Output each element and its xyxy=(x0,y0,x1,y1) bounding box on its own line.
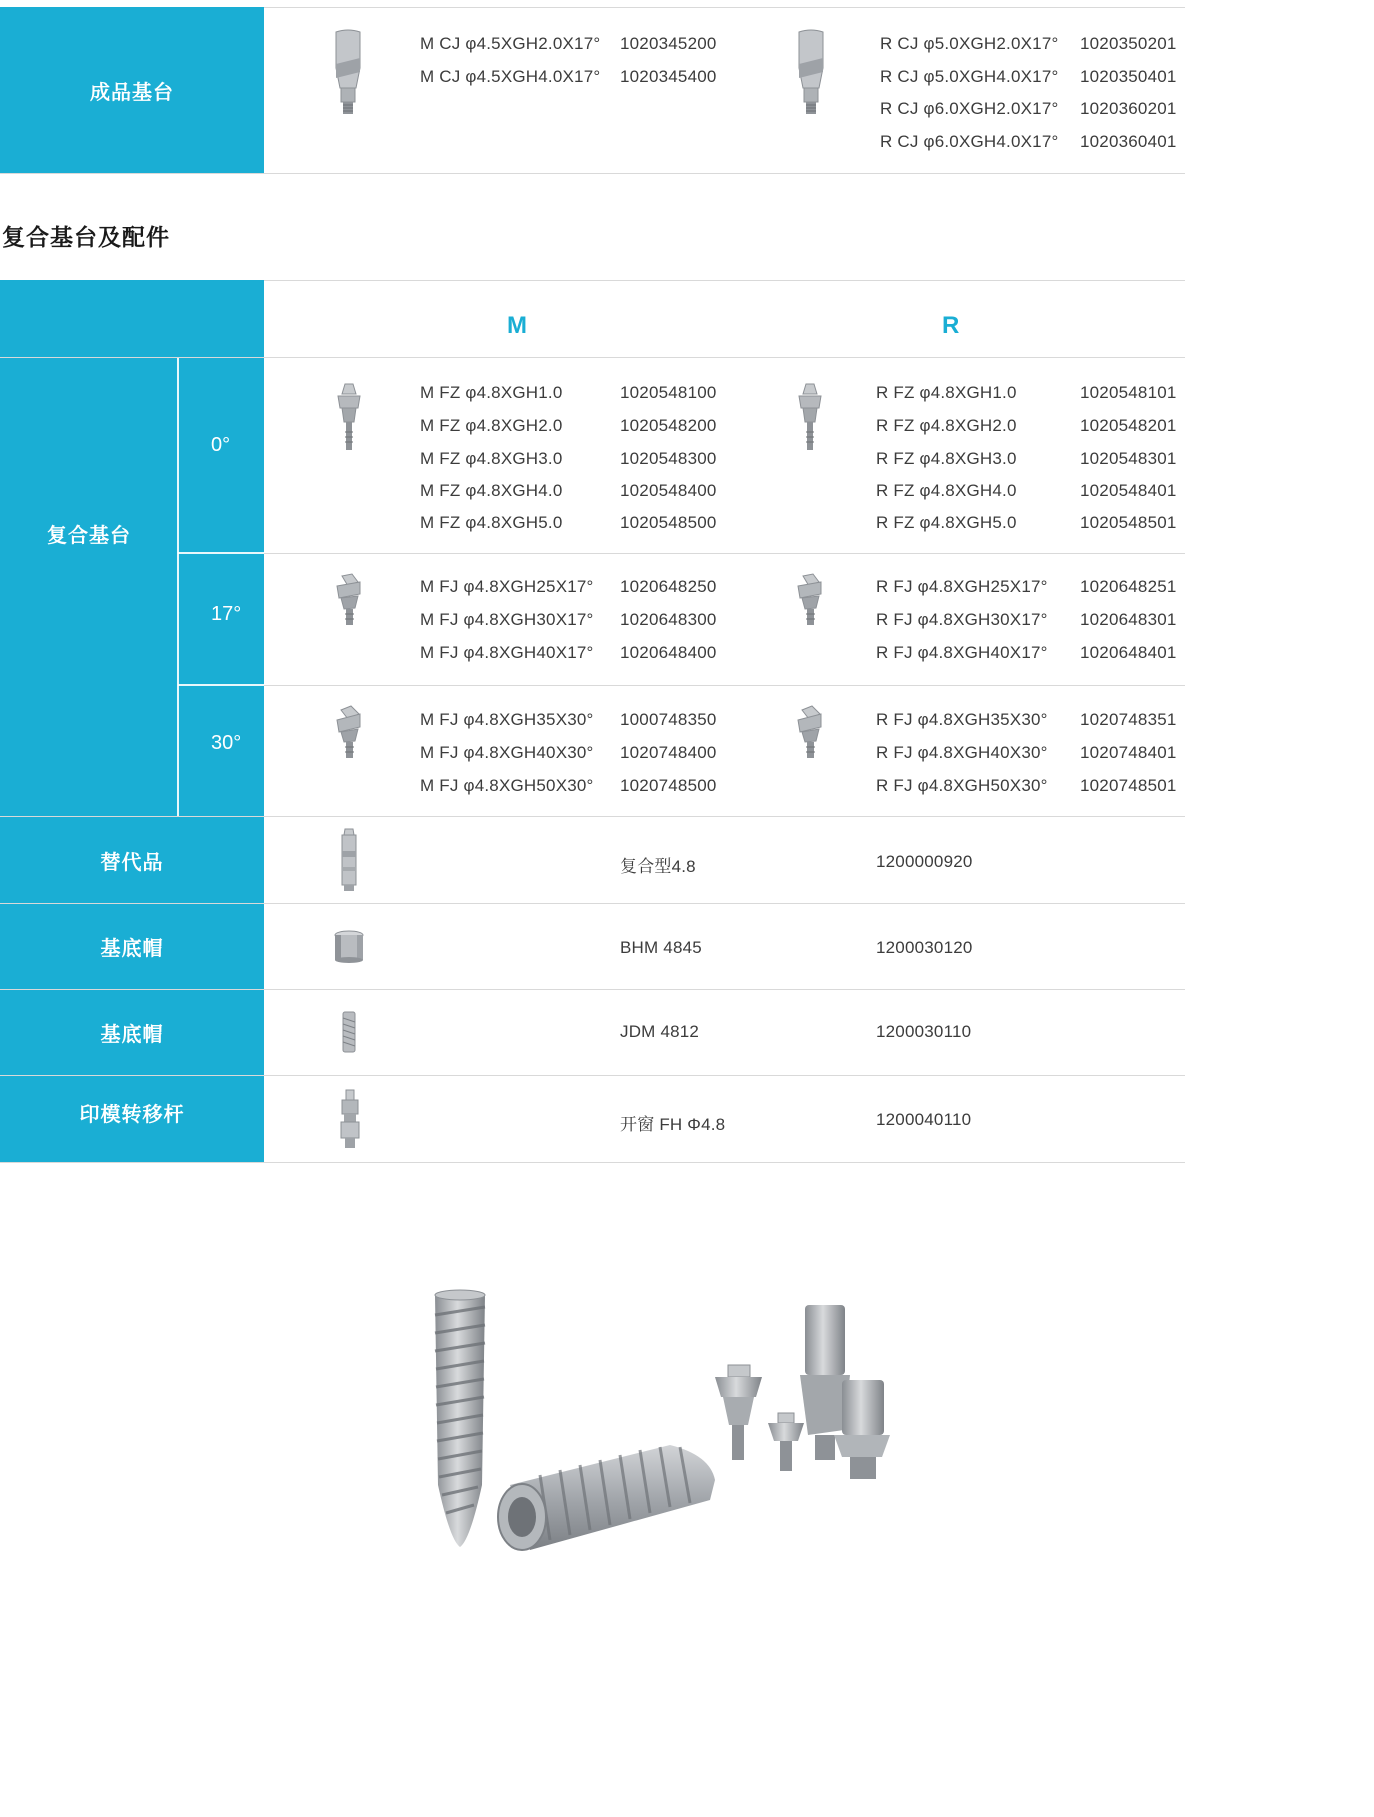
product-code: 1020548501 xyxy=(1080,513,1177,532)
product-code: 1020345200 xyxy=(620,34,717,53)
section-title: 复合基台及配件 xyxy=(2,224,170,250)
product-code: 1020548200 xyxy=(620,416,717,435)
product-code: 1020548300 xyxy=(620,449,717,468)
product-code: 1020548101 xyxy=(1080,383,1177,402)
product-name: R FJ φ4.8XGH25X17° xyxy=(876,577,1048,596)
angle-label-0: 0° xyxy=(211,434,231,456)
product-name: R FJ φ4.8XGH30X17° xyxy=(876,610,1048,629)
implant-upright xyxy=(435,1290,485,1547)
accessory-name: JDM 4812 xyxy=(620,1022,700,1041)
product-code: 1020748401 xyxy=(1080,743,1177,762)
row-label-base-cap: 基底帽 xyxy=(100,1024,164,1046)
abutment-small-left xyxy=(715,1365,762,1460)
row-label-finished-abutment: 成品基台 xyxy=(90,81,174,104)
product-code: 1020360401 xyxy=(1080,132,1177,151)
product-name: M CJ φ4.5XGH4.0X17° xyxy=(420,67,601,86)
top-table-border-bottom xyxy=(0,173,1185,174)
product-name: R FJ φ4.8XGH40X30° xyxy=(876,743,1048,762)
row-divider xyxy=(264,685,1185,686)
row-label-base-cap: 基底帽 xyxy=(100,938,164,960)
straight-multiunit-abutment-icon xyxy=(334,382,364,454)
base-cap-icon xyxy=(333,930,365,964)
column-header-m: M xyxy=(507,312,527,339)
angled-multiunit-abutment-icon xyxy=(334,705,364,761)
product-name: R CJ φ5.0XGH2.0X17° xyxy=(880,34,1059,53)
product-name: M FZ φ4.8XGH1.0 xyxy=(420,383,563,402)
product-code: 1020350401 xyxy=(1080,67,1177,86)
product-code: 1020648300 xyxy=(620,610,717,629)
product-code: 1020548100 xyxy=(620,383,717,402)
product-code: 1020748400 xyxy=(620,743,717,762)
product-name: M FJ φ4.8XGH40X30° xyxy=(420,743,594,762)
product-name: M FZ φ4.8XGH4.0 xyxy=(420,481,563,500)
angled-multiunit-abutment-icon xyxy=(795,705,825,761)
analog-icon xyxy=(337,827,361,893)
abutment-wide xyxy=(834,1380,890,1479)
impression-coping-icon xyxy=(337,1088,363,1150)
product-code: 1020748351 xyxy=(1080,710,1177,729)
accessory-code: 1200000920 xyxy=(876,852,973,871)
product-code: 1020648301 xyxy=(1080,610,1177,629)
angle-label-30: 30° xyxy=(211,732,242,754)
straight-multiunit-abutment-icon xyxy=(795,382,825,454)
implant-products-photo xyxy=(410,1285,910,1575)
angled-multiunit-abutment-icon xyxy=(334,572,364,628)
accessory-code: 1200030120 xyxy=(876,938,973,957)
row-label-composite-abutment: 复合基台 xyxy=(47,524,131,547)
row-divider xyxy=(264,553,1185,554)
accessory-code: 1200030110 xyxy=(876,1022,972,1041)
screw-icon xyxy=(340,1010,358,1054)
accessory-name: 复合型4.8 xyxy=(620,857,696,876)
row-label-impression-coping: 印模转移杆 xyxy=(79,1103,185,1126)
product-name: R FZ φ4.8XGH3.0 xyxy=(876,449,1017,468)
row-label-analog: 替代品 xyxy=(100,851,164,874)
product-code: 1020648250 xyxy=(620,577,717,596)
product-code: 1020648401 xyxy=(1080,643,1177,662)
product-name: R FJ φ4.8XGH50X30° xyxy=(876,776,1048,795)
abutment-small-center xyxy=(768,1413,804,1471)
angle-column-divider xyxy=(177,358,179,816)
product-code: 1020345400 xyxy=(620,67,717,86)
product-code: 1020748501 xyxy=(1080,776,1177,795)
angle-label-17: 17° xyxy=(211,603,242,625)
product-name: R CJ φ5.0XGH4.0X17° xyxy=(880,67,1059,86)
product-name: R CJ φ6.0XGH4.0X17° xyxy=(880,132,1059,151)
accessory-name: BHM 4845 xyxy=(620,938,702,957)
angle-row-divider xyxy=(178,552,264,554)
product-code: 1020548301 xyxy=(1080,449,1177,468)
product-code: 1020350201 xyxy=(1080,34,1177,53)
product-code: 1020648400 xyxy=(620,643,717,662)
product-code: 1020748500 xyxy=(620,776,717,795)
product-code: 1020360201 xyxy=(1080,99,1177,118)
product-code: 1020548400 xyxy=(620,481,717,500)
product-name: R FZ φ4.8XGH4.0 xyxy=(876,481,1017,500)
product-name: M CJ φ4.5XGH2.0X17° xyxy=(420,34,601,53)
product-name: R FJ φ4.8XGH35X30° xyxy=(876,710,1048,729)
header-corner-cell xyxy=(0,280,264,358)
angled-abutment-icon xyxy=(330,28,366,118)
product-name: M FZ φ4.8XGH3.0 xyxy=(420,449,563,468)
product-name: M FJ φ4.8XGH40X17° xyxy=(420,643,594,662)
accessory-name: 开窗 FH Φ4.8 xyxy=(620,1115,726,1134)
product-name: M FJ φ4.8XGH25X17° xyxy=(420,577,594,596)
product-code: 1020648251 xyxy=(1080,577,1177,596)
implant-lying xyxy=(498,1445,715,1550)
product-name: R CJ φ6.0XGH2.0X17° xyxy=(880,99,1059,118)
product-name: M FJ φ4.8XGH50X30° xyxy=(420,776,594,795)
product-name: M FJ φ4.8XGH30X17° xyxy=(420,610,594,629)
product-code: 1020548500 xyxy=(620,513,717,532)
product-name: R FZ φ4.8XGH5.0 xyxy=(876,513,1017,532)
product-code: 1020548201 xyxy=(1080,416,1177,435)
product-code: 1020548401 xyxy=(1080,481,1177,500)
implant-products-illustration xyxy=(410,1285,910,1575)
column-header-r: R xyxy=(942,312,960,339)
product-name: M FZ φ4.8XGH2.0 xyxy=(420,416,563,435)
angled-multiunit-abutment-icon xyxy=(795,572,825,628)
product-name: M FZ φ4.8XGH5.0 xyxy=(420,513,563,532)
product-name: R FJ φ4.8XGH40X17° xyxy=(876,643,1048,662)
product-name: R FZ φ4.8XGH1.0 xyxy=(876,383,1017,402)
product-code: 1000748350 xyxy=(620,710,717,729)
product-name: M FJ φ4.8XGH35X30° xyxy=(420,710,594,729)
accessory-code: 1200040110 xyxy=(876,1110,972,1129)
angled-abutment-icon xyxy=(793,28,829,118)
table-border-bottom xyxy=(0,1162,1185,1163)
angle-row-divider xyxy=(178,684,264,686)
product-name: R FZ φ4.8XGH2.0 xyxy=(876,416,1017,435)
